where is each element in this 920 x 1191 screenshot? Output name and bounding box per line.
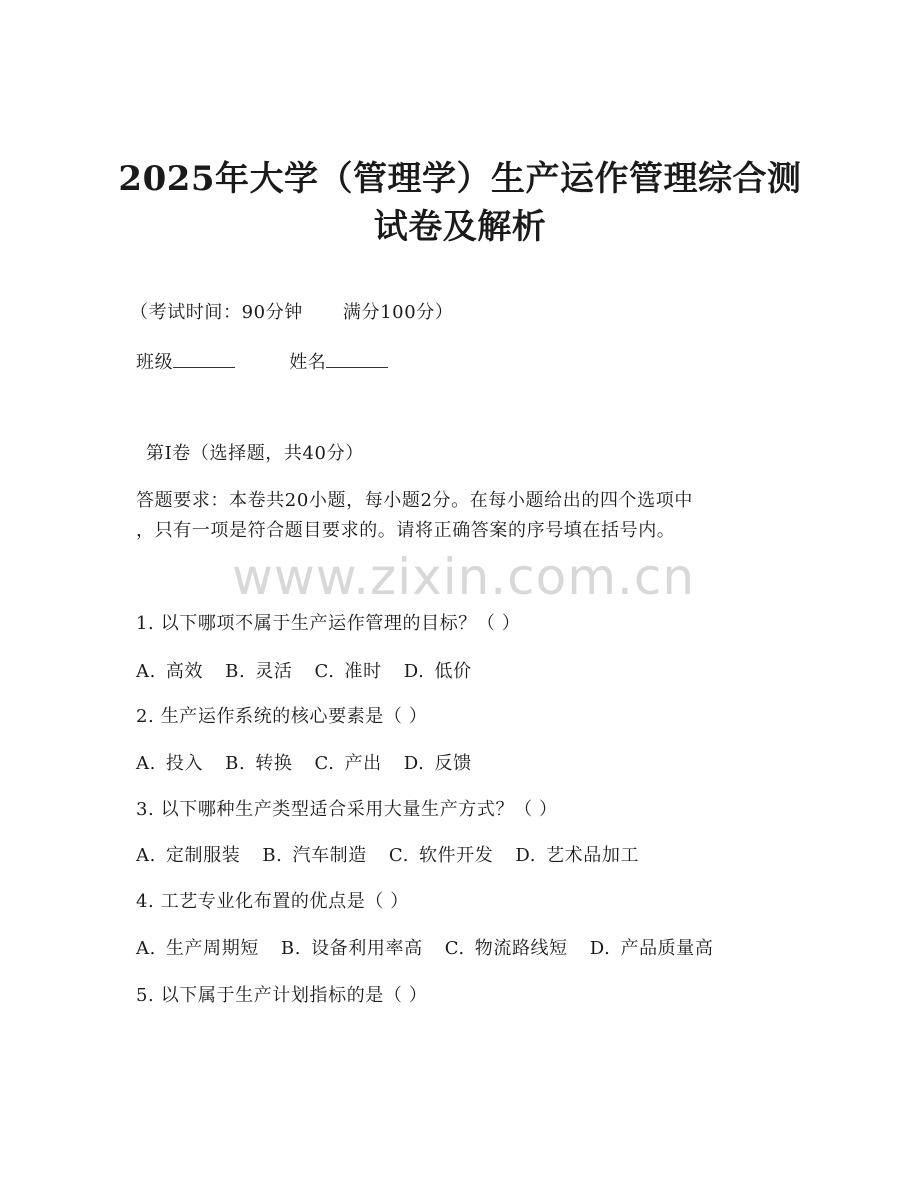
question-stem: 3. 以下哪种生产类型适合采用大量生产方式？（ ）	[136, 799, 558, 820]
option: B. 设备利用率高	[280, 938, 423, 959]
name-blank[interactable]	[326, 349, 388, 368]
option: C. 准时	[314, 661, 382, 682]
option: D. 艺术品加工	[515, 845, 640, 866]
option: A. 生产周期短	[136, 938, 259, 959]
option: C. 产出	[314, 753, 382, 774]
document-title-line-2: 试卷及解析	[373, 207, 547, 247]
option: D. 低价	[403, 661, 472, 682]
watermark: www.zixin.com.cn	[232, 548, 696, 606]
option: B. 汽车制造	[262, 845, 367, 866]
option: C. 软件开发	[388, 845, 494, 866]
student-info-row	[136, 349, 388, 376]
question-stem: 4. 工艺专业化布置的优点是（ ）	[136, 891, 409, 912]
class-label: 班级	[136, 352, 174, 373]
option: A. 高效	[136, 661, 204, 682]
option: B. 转换	[225, 753, 293, 774]
option: D. 反馈	[403, 753, 472, 774]
question-options	[136, 751, 494, 777]
question-options	[136, 936, 735, 962]
section-heading: 第I卷（选择题，共40分）	[146, 443, 364, 464]
option: C. 物流路线短	[444, 938, 568, 959]
question-stem: 2. 生产运作系统的核心要素是（ ）	[136, 706, 428, 727]
question-stem: 5. 以下属于生产计划指标的是（ ）	[136, 985, 428, 1006]
exam-total-score: 满分100分）	[342, 302, 454, 323]
question-options	[136, 659, 494, 685]
question-options	[136, 843, 661, 869]
instructions-line-1: 答题要求：本卷共20小题，每小题2分。在每小题给出的四个选项中	[136, 490, 693, 511]
class-blank[interactable]	[173, 349, 235, 368]
exam-info	[130, 300, 453, 326]
option: D. 产品质量高	[589, 938, 714, 959]
option: A. 定制服装	[136, 845, 241, 866]
exam-time: （考试时间：90分钟	[130, 302, 303, 323]
option: A. 投入	[136, 753, 204, 774]
instructions-line-2: ，只有一项是符合题目要求的。请将正确答案的序号填在括号内。	[136, 520, 676, 541]
name-label: 姓名	[289, 352, 327, 373]
document-title-line-1: 2025年大学（管理学）生产运作管理综合测	[118, 159, 802, 199]
option: B. 灵活	[225, 661, 293, 682]
question-stem: 1. 以下哪项不属于生产运作管理的目标？（ ）	[136, 613, 521, 634]
